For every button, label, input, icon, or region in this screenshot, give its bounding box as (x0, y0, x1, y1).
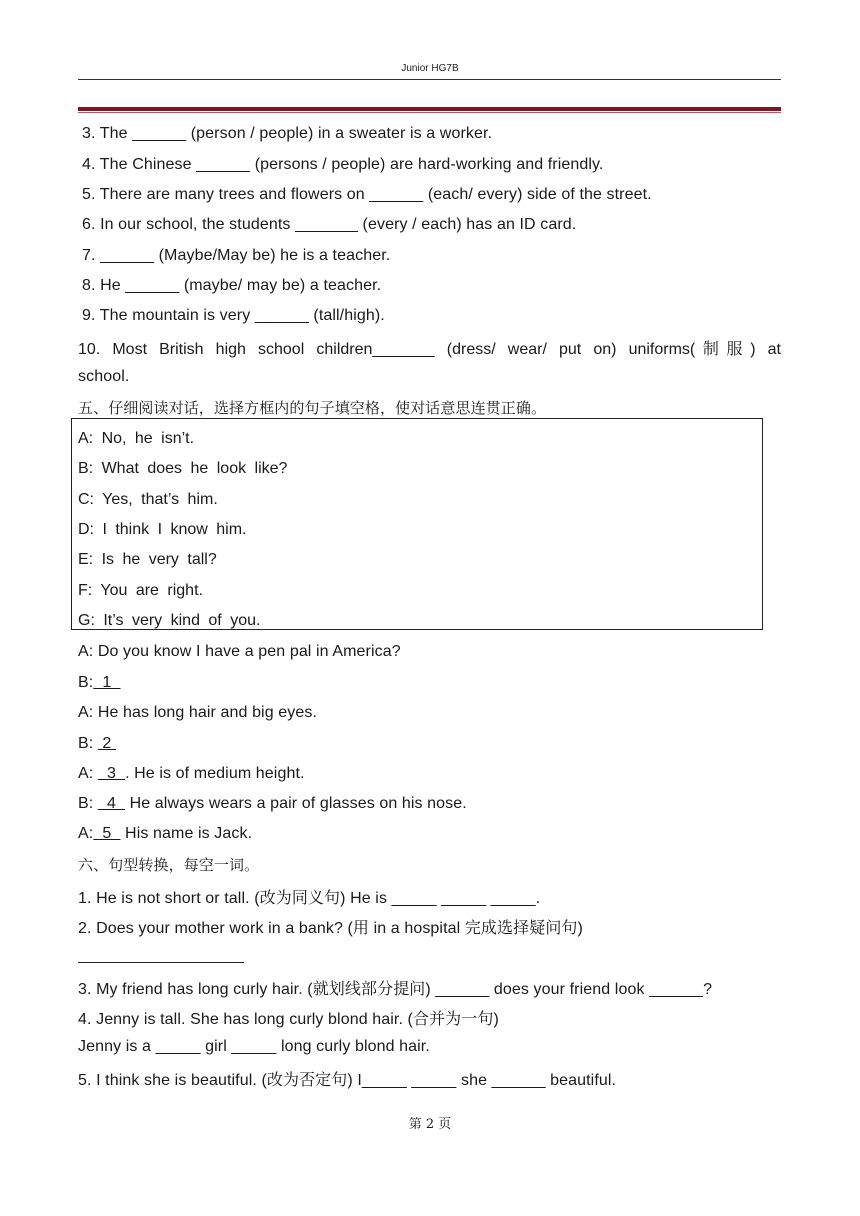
transform-1: 1. He is not short or tall. (改为同义句) He is _____ _____ _____. (78, 890, 541, 907)
question-9: 9. The mountain is very ______ (tall/high). (82, 307, 385, 324)
section-6-title: 六、句型转换，每空一词。 (78, 856, 260, 874)
dialogue-text: . He is of medium height. (125, 765, 305, 782)
answer-blank-1: 1 (93, 674, 121, 691)
decorative-rule-shadow (78, 112, 781, 113)
transform-4-answer: Jenny is a _____ girl _____ long curly blond hair. (78, 1038, 430, 1055)
dialogue-line-1: A: Do you know I have a pen pal in America? (78, 643, 401, 660)
answer-blank-2: 2 (97, 735, 116, 752)
transform-5: 5. I think she is beautiful. (改为否定句) I_____ _____ she ______ beautiful. (78, 1072, 617, 1089)
question-8: 8. He ______ (maybe/ may be) a teacher. (82, 277, 382, 294)
section-5-title: 五、仔细阅读对话，选择方框内的句子填空格，使对话意思连贯正确。 (78, 399, 547, 417)
dialogue-text: His name is Jack. (120, 825, 253, 842)
option-b: B: What does he look like? (78, 460, 288, 477)
question-6: 6. In our school, the students _______ (every / each) has an ID card. (82, 216, 577, 233)
header-rule (78, 79, 781, 80)
speaker: B: (78, 795, 98, 812)
speaker: A: (78, 825, 94, 842)
question-5: 5. There are many trees and flowers on ______ (each/ every) side of the street. (82, 186, 652, 203)
answer-blank-5: 5 (93, 825, 121, 842)
option-c: C: Yes, that’s him. (78, 491, 218, 508)
question-10-line2: school. (78, 368, 130, 385)
answer-line (78, 962, 244, 963)
transform-3: 3. My friend has long curly hair. (就划线部分提问) ______ does your friend look ______? (78, 981, 713, 998)
question-10-line1: 10. Most British high school children_______ (dress/ wear/ put on) uniforms(制服) at (78, 341, 781, 358)
dialogue-line-7 (78, 825, 252, 843)
dialogue-line-6 (78, 795, 467, 813)
dialogue-line-2 (78, 674, 121, 692)
answer-blank-4: 4 (97, 795, 126, 812)
answer-blank-3: 3 (97, 765, 126, 782)
transform-2: 2. Does your mother work in a bank? (用 in a hospital 完成选择疑问句) (78, 920, 583, 937)
option-f: F: You are right. (78, 582, 203, 599)
speaker: B: (78, 674, 94, 691)
speaker: B: (78, 735, 98, 752)
transform-4: 4. Jenny is tall. She has long curly blond hair. (合并为一句) (78, 1011, 499, 1028)
dialogue-text: He always wears a pair of glasses on his nose. (125, 795, 467, 812)
dialogue-line-4 (78, 735, 116, 753)
page-number: 第 2 页 (408, 1117, 452, 1132)
option-g: G: It’s very kind of you. (78, 612, 261, 629)
speaker: A: (78, 765, 98, 782)
question-7: 7. ______ (Maybe/May be) he is a teacher. (82, 247, 391, 264)
decorative-rule (78, 107, 781, 111)
question-3: 3. The ______ (person / people) in a sweater is a worker. (82, 125, 493, 142)
option-a: A: No, he isn’t. (78, 430, 195, 447)
question-4: 4. The Chinese ______ (persons / people) are hard-working and friendly. (82, 156, 604, 173)
dialogue-line-3: A: He has long hair and big eyes. (78, 704, 318, 721)
option-e: E: Is he very tall? (78, 551, 217, 568)
dialogue-line-5 (78, 765, 305, 783)
option-d: D: I think I know him. (78, 521, 247, 538)
page-header: Junior HG7B (401, 63, 459, 74)
